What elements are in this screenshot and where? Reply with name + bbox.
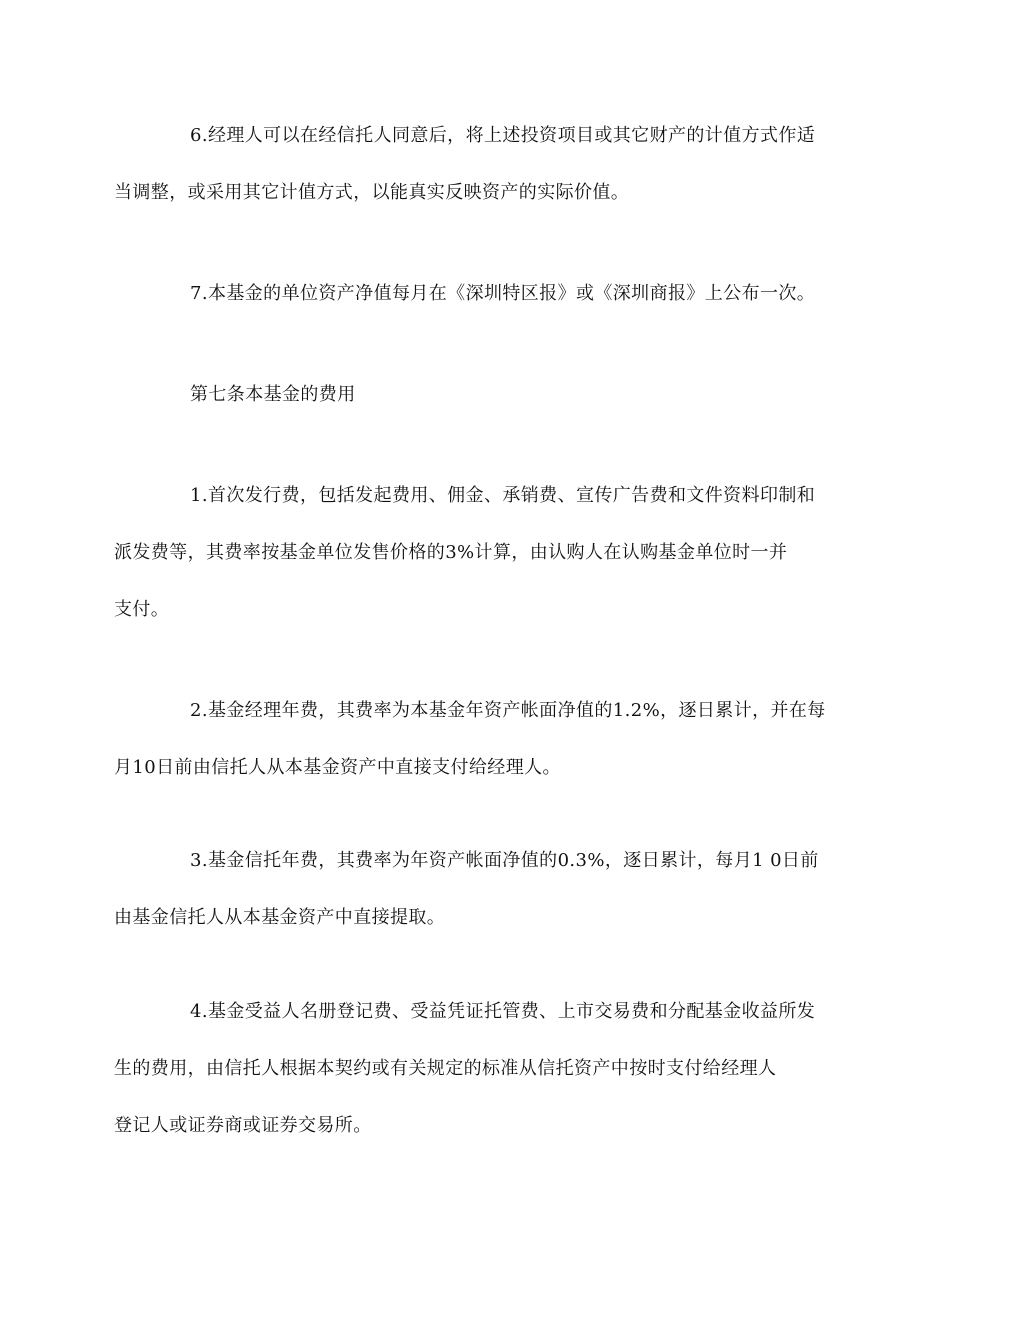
paragraph-line: 支付。 [114,599,170,620]
paragraph-registration-fees [114,983,872,1154]
paragraph-line: 登记人或证券商或证券交易所。 [114,1115,372,1136]
paragraph-manager-fee [114,682,872,796]
paragraph-line: 生的费用，由信托人根据本契约或有关规定的标准从信托资产中按时支付给经理人 [114,1058,777,1079]
paragraph-line: 当调整，或采用其它计值方式，以能真实反映资产的实际价值。 [114,182,630,203]
paragraph-line: 4.基金受益人名册登记费、受益凭证托管费、上市交易费和分配基金收益所发 [190,1001,816,1022]
paragraph-line: 月10日前由信托人从本基金资产中直接支付给经理人。 [114,757,561,778]
paragraph-line: 2.基金经理年费，其费率为本基金年资产帐面净值的1.2%，逐日累计，并在每 [190,700,826,721]
paragraph-line: 1.首次发行费，包括发起费用、佣金、承销费、宣传广告费和文件资料印制和 [190,485,816,506]
paragraph-trustee-fee [114,832,872,946]
paragraph-line: 由基金信托人从本基金资产中直接提取。 [114,907,446,928]
paragraph-line: 3.基金信托年费，其费率为年资产帐面净值的0.3%，逐日累计，每月1 0日前 [190,850,819,871]
paragraph-line: 派发费等，其费率按基金单位发售价格的3%计算，由认购人在认购基金单位时一并 [114,542,788,563]
paragraph-issuance-fee [114,467,872,638]
heading-line: 第七条本基金的费用 [190,384,356,405]
paragraph-line: 6.经理人可以在经信托人同意后，将上述投资项目或其它财产的计值方式作适 [190,125,816,146]
paragraph-line: 7.本基金的单位资产净值每月在《深圳特区报》或《深圳商报》上公布一次。 [190,283,816,304]
paragraph-valuation-adjustment [114,107,872,221]
section-heading-fees [152,366,872,423]
paragraph-nav-publication [152,265,872,322]
